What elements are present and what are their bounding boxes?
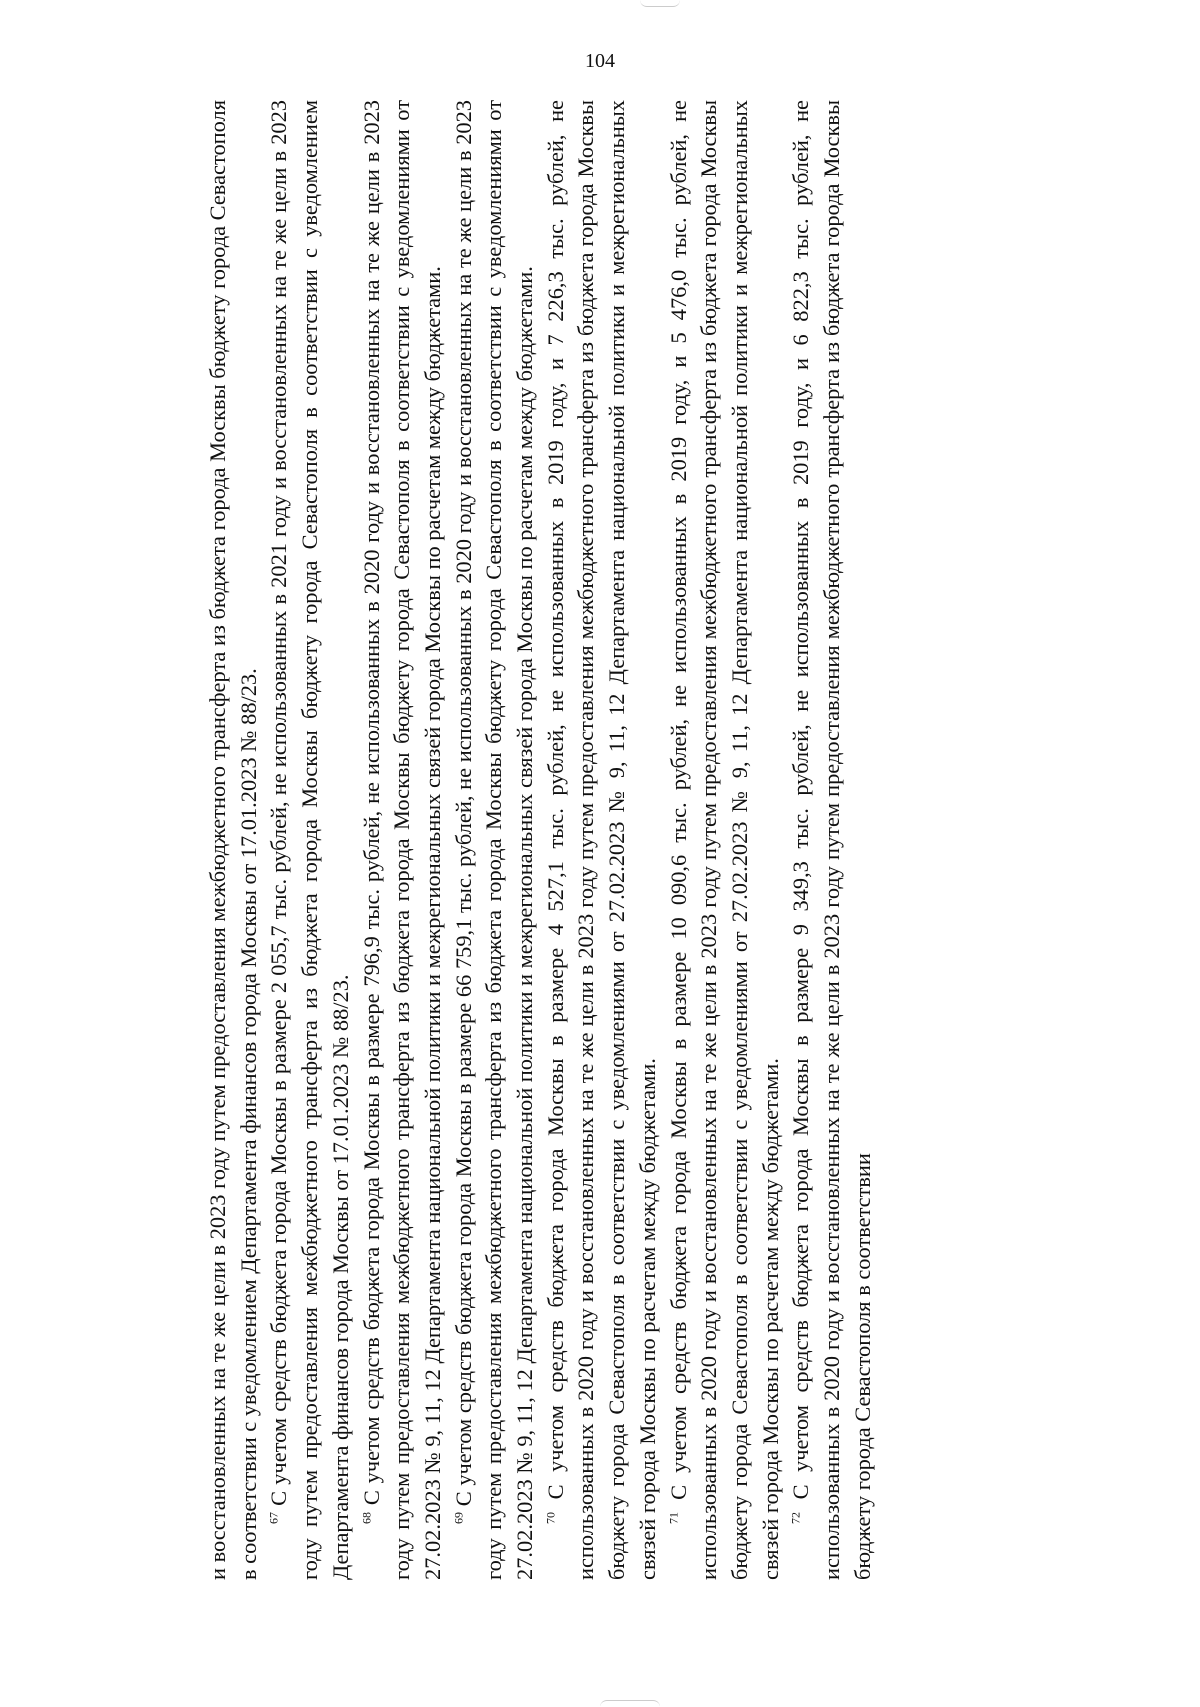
footnote-69 (449, 100, 541, 1580)
footnote-text: С учетом средств бюджета города Москвы в размере 4 527,1 тыс. рублей, не использованных в 2019 году, и 7 226,3 тыс. рублей, не использованных в 2020 году и восстановленных на те же цели в 2023 году путем предоставления межбюджетного трансферта из бюджета города Москвы бюджету города Севастополя в соответствии с уведомлениями от 27.02.2023 № 9, 11, 12 Департамента национальной политики и межрегиональных связей города Москвы по расчетам между бюджетами. (542, 100, 660, 1580)
footnote-68 (357, 100, 449, 1580)
footnote-marker: 72 (788, 1512, 803, 1524)
scan-artifact-top (640, 0, 680, 7)
scan-artifact-bottom (600, 1700, 660, 1707)
footnote-70 (541, 100, 664, 1580)
footnote-marker: 69 (451, 1512, 466, 1524)
page-number: 104 (585, 50, 615, 72)
footnote-text: С учетом средств бюджета города Москвы в размере 2 055,7 тыс. рублей, не использованных в 2021 году и восстановленных на те же цели в 2023 году путем предоставления межбюджетного трансферта из бюджета города Москвы бюджету города Севастополя в соответствии с уведомлением Департамента финансов города Москвы от 17.01.2023 № 88/23. (266, 100, 353, 1580)
footnote-text: С учетом средств бюджета города Москвы в размере 10 090,6 тыс. рублей, не использованных в 2019 году, и 5 476,0 тыс. рублей, не использованных в 2020 году и восстановленных на те же цели в 2023 году путем предоставления межбюджетного трансферта из бюджета города Москвы бюджету города Севастополя в соответствии с уведомлениями от 27.02.2023 № 9, 11, 12 Департамента национальной политики и межрегиональных связей города Москвы по расчетам между бюджетами. (665, 100, 783, 1580)
footnote-marker: 68 (359, 1512, 374, 1524)
footnote-marker: 67 (266, 1512, 281, 1524)
paragraph-text: и восстановленных на те же цели в 2023 году путем предоставления межбюджетного трансферта из бюджета города Москвы бюджету города Севастополя в соответствии с уведомлением Департамента финансов города Москвы от 17.01.2023 № 88/23. (205, 100, 261, 1580)
footnote-72 (786, 100, 878, 1580)
footnote-marker: 70 (543, 1512, 558, 1524)
footnote-71 (664, 100, 787, 1580)
paragraph-continuation (203, 100, 264, 1580)
footnote-text: С учетом средств бюджета города Москвы в размере 66 759,1 тыс. рублей, не использованных в 2020 году и восстановленных на те же цели в 2023 году путем предоставления межбюджетного трансферта из бюджета города Москвы бюджету города Севастополя в соответствии с уведомлениями от 27.02.2023 № 9, 11, 12 Департамента национальной политики и межрегиональных связей города Москвы по расчетам между бюджетами. (450, 100, 538, 1580)
footnote-67 (264, 100, 356, 1580)
footnote-text: С учетом средств бюджета города Москвы в размере 9 349,3 тыс. рублей, не использованных в 2019 году, и 6 822,3 тыс. рублей, не использованных в 2020 году и восстановленных на те же цели в 2023 году путем предоставления межбюджетного трансферта из бюджета города Москвы бюджету города Севастополя в соответствии (788, 100, 875, 1580)
rotated-text-block (203, 100, 1115, 1580)
footnote-marker: 71 (666, 1512, 681, 1524)
footnote-text: С учетом средств бюджета города Москвы в размере 796,9 тыс. рублей, не использованных в 2020 году и восстановленных на те же цели в 2023 году путем предоставления межбюджетного трансферта из бюджета города Москвы бюджету города Севастополя в соответствии с уведомлениями от 27.02.2023 № 9, 11, 12 Департамента национальной политики и межрегиональных связей города Москвы по расчетам между бюджетами. (358, 100, 445, 1580)
